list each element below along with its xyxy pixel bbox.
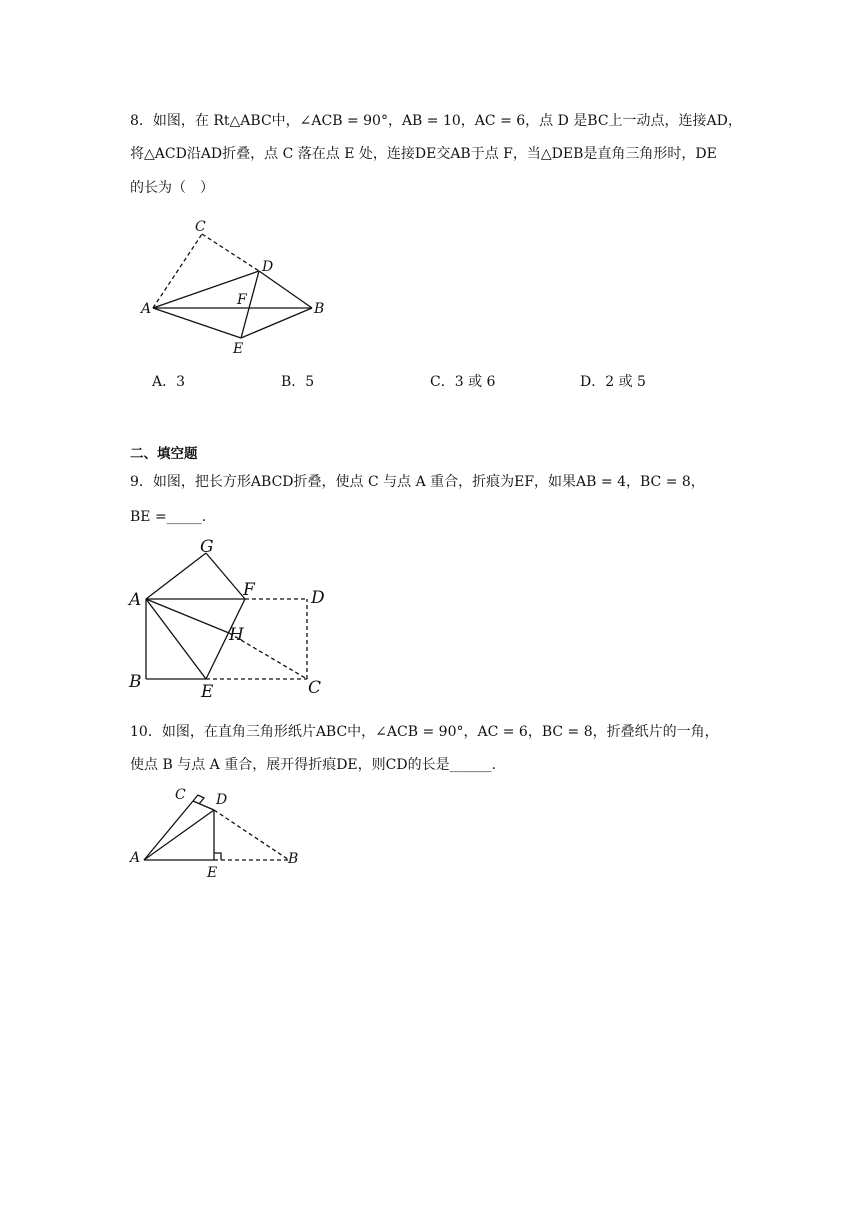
section-title: 二、填空题 xyxy=(130,446,198,462)
q9-label-C: C xyxy=(308,678,322,698)
q9-seg-AG xyxy=(146,553,206,599)
q8-label-C: C xyxy=(195,219,206,235)
q9-label-H: H xyxy=(229,625,244,645)
q10-label-A: A xyxy=(130,850,141,866)
q10-seg-DB xyxy=(214,810,289,860)
q9-seg-GF xyxy=(206,553,245,599)
q8-figure xyxy=(135,212,335,362)
q9-figure xyxy=(125,533,345,703)
q10-figure xyxy=(125,782,315,882)
q10-label-E: E xyxy=(207,865,218,881)
q8-seg-CD xyxy=(202,234,259,271)
q10-right-angle-E xyxy=(214,853,221,860)
q9-label-A: A xyxy=(129,590,142,610)
q8-seg-AE xyxy=(153,308,241,338)
q8-text-line-1: 8．如图，在 Rt△ABC中，∠ACB = 90°，AB = 10，AC = 6，点 D 是BC上一动点，连接AD， xyxy=(130,113,742,129)
q8-option-b[interactable]: B．5 xyxy=(281,374,315,390)
q8-option-c[interactable]: C．3 或 6 xyxy=(430,374,496,390)
q8-text-line-3: 的长为（ ） xyxy=(130,180,214,196)
q8-label-A: A xyxy=(141,301,152,317)
q9-text-line-2: BE =_____. xyxy=(130,509,207,525)
q8-seg-AC xyxy=(153,234,202,308)
q9-label-B: B xyxy=(129,672,142,692)
q8-seg-EB xyxy=(241,308,312,338)
q10-label-C: C xyxy=(175,787,186,803)
q8-seg-DB xyxy=(259,271,312,308)
q8-label-B: B xyxy=(314,301,325,317)
q9-label-G: G xyxy=(200,537,214,557)
q8-text-line-2: 将△ACD沿AD折叠，点 C 落在点 E 处，连接DE交AB于点 F，当△DEB是直角三角形时，DE xyxy=(130,146,717,162)
q8-label-F: F xyxy=(237,292,247,308)
q9-label-E: E xyxy=(201,682,214,702)
q9-label-F: F xyxy=(243,580,255,600)
q10-seg-CD xyxy=(193,801,214,810)
q10-text-line-1: 10．如图，在直角三角形纸片ABC中，∠ACB = 90°，AC = 6，BC = 8，折叠纸片的一角， xyxy=(130,724,719,740)
q10-label-B: B xyxy=(288,851,299,867)
q8-label-E: E xyxy=(233,341,244,357)
q8-label-D: D xyxy=(262,259,274,275)
q8-option-a[interactable]: A．3 xyxy=(152,374,186,390)
q9-text-line-1: 9．如图，把长方形ABCD折叠，使点 C 与点 A 重合，折痕为EF，如果AB = 4，BC = 8， xyxy=(130,474,705,490)
q10-label-D: D xyxy=(216,792,228,808)
q10-text-line-2: 使点 B 与点 A 重合，展开得折痕DE，则CD的长是______. xyxy=(130,757,497,773)
q8-option-d[interactable]: D．2 或 5 xyxy=(580,374,646,390)
q9-label-D: D xyxy=(311,588,325,608)
